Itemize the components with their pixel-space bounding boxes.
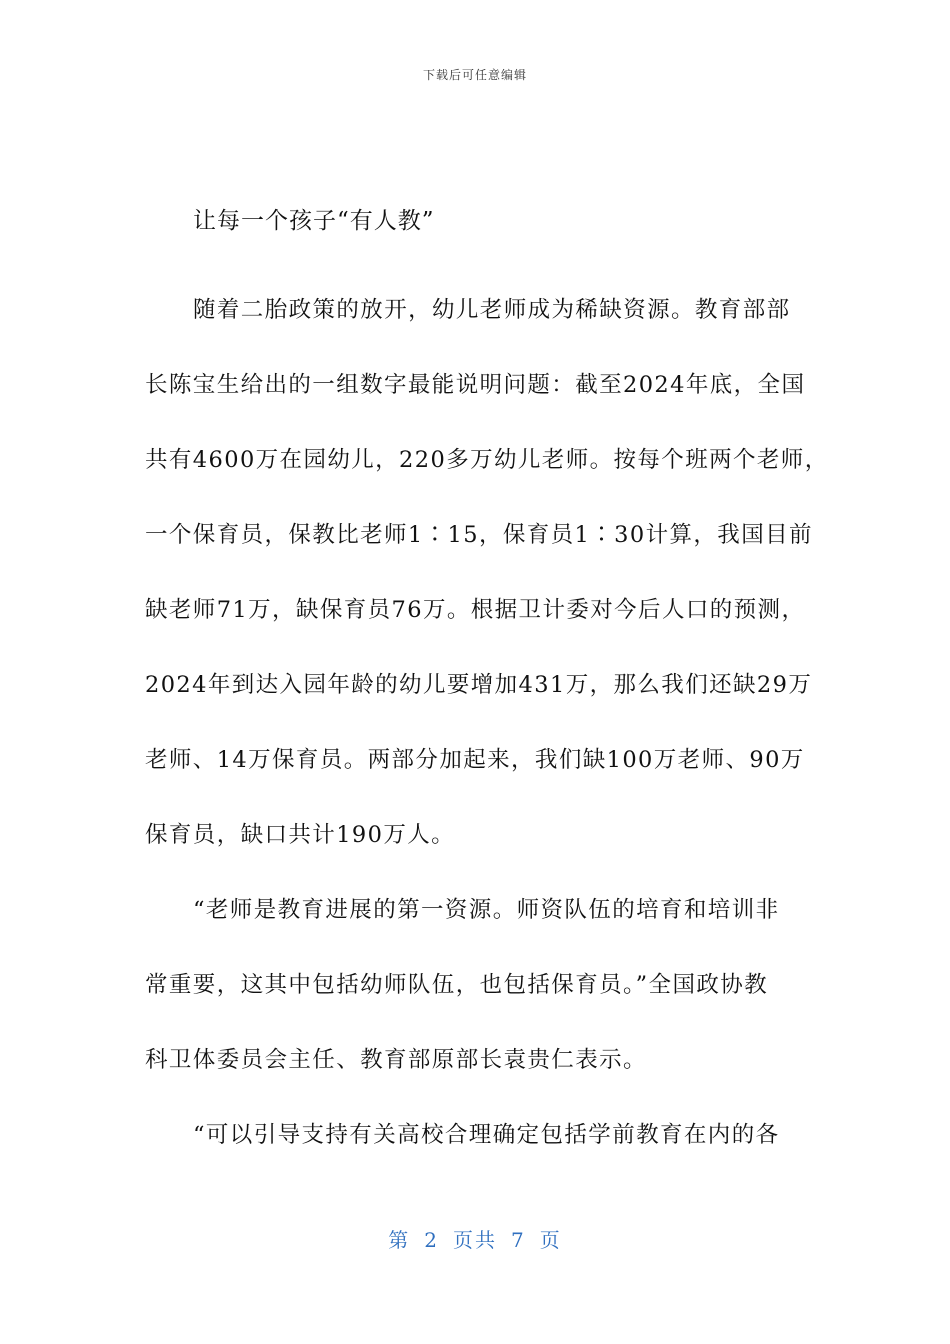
document-body [145, 198, 829, 1173]
paragraph-1 [145, 273, 829, 873]
total-page-count: 7 [511, 1228, 526, 1252]
paragraph-line: 科卫体委员会主任、教育部原部长袁贵仁表示。 [145, 1047, 647, 1073]
paragraph-2 [145, 873, 805, 1098]
page-header [0, 66, 950, 83]
paragraph-line: 共有4600万在园幼儿，220多万幼儿老师。按每个班两个老师， [145, 447, 829, 473]
paragraph-line: 常重要，这其中包括幼师队伍，也包括保育员。”全国政协教 [145, 972, 769, 998]
paragraph-line: “可以引导支持有关高校合理确定包括学前教育在内的各 [193, 1122, 780, 1148]
paragraph-line: 长陈宝生给出的一组数字最能说明问题：截至2024年底，全国 [145, 372, 806, 398]
paragraph-3 [145, 1098, 805, 1173]
page-label-middle: 页共 [453, 1228, 497, 1252]
paragraph-line: 老师、14万保育员。两部分加起来，我们缺100万老师、90万 [145, 747, 805, 773]
paragraph-line: 缺老师71万，缺保育员76万。根据卫计委对今后人口的预测， [145, 597, 806, 623]
page-footer [0, 1224, 950, 1253]
section-heading: 让每一个孩子“有人教” [193, 208, 435, 234]
paragraph-line: 2024年到达入园年龄的幼儿要增加431万，那么我们还缺29万 [145, 672, 813, 698]
paragraph-line: 一个保育员，保教比老师1∶15，保育员1∶30计算，我国目前 [145, 522, 813, 548]
paragraph-line: “老师是教育进展的第一资源。师资队伍的培育和培训非 [193, 897, 780, 923]
paragraph-line: 随着二胎政策的放开，幼儿老师成为稀缺资源。教育部部 [193, 297, 791, 323]
paragraph-line: 保育员，缺口共计190万人。 [145, 822, 456, 848]
page-label-suffix: 页 [539, 1228, 562, 1252]
current-page-number: 2 [424, 1228, 439, 1252]
header-note: 下载后可任意编辑 [422, 68, 527, 82]
page-label-prefix: 第 [388, 1228, 411, 1252]
